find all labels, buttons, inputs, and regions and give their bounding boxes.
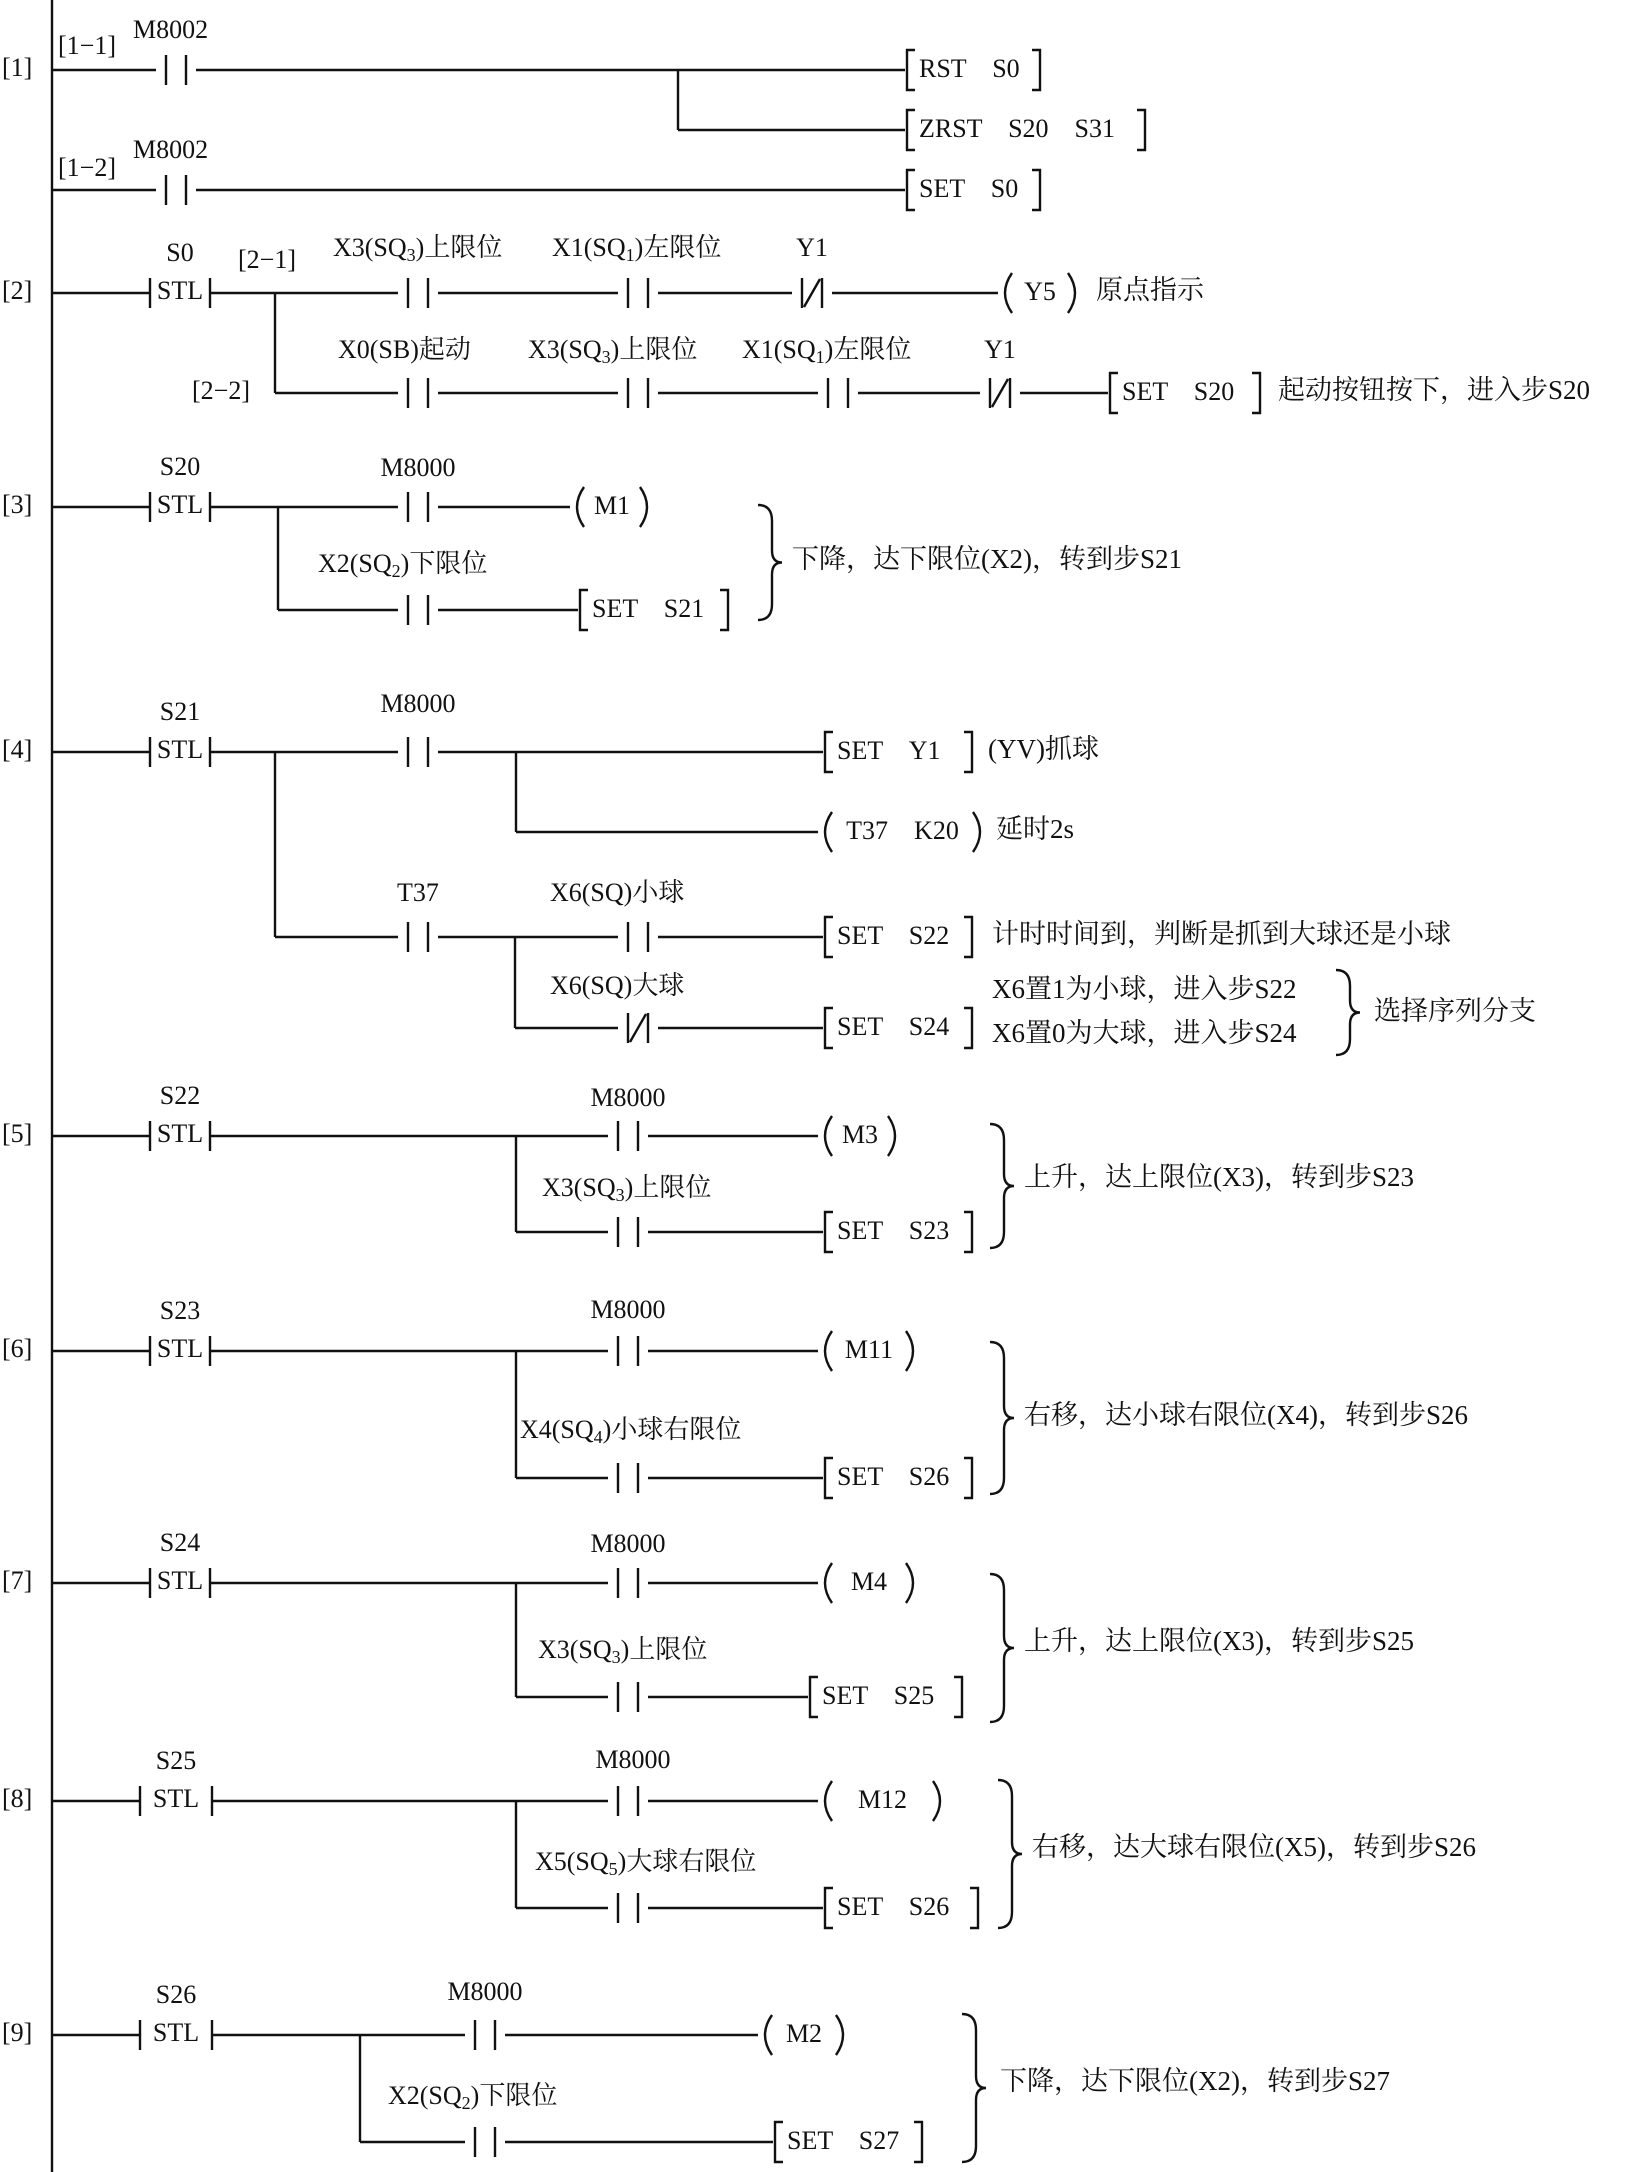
instr-bracket	[1137, 110, 1145, 150]
rung-number: [5]	[2, 1118, 33, 1148]
instr-bracket	[1032, 50, 1040, 90]
instr-bracket	[954, 1677, 962, 1717]
set-s23-instruction: SET S23	[837, 1215, 950, 1245]
coil-paren	[888, 1116, 895, 1156]
step-name: S26	[155, 1979, 197, 2009]
contact-label: $X1(SQ_1)$左限位	[552, 232, 722, 266]
sub-rung-label: [1−2]	[58, 152, 116, 182]
coil-paren	[906, 1563, 913, 1603]
coil-paren	[906, 1331, 913, 1371]
coil-paren	[1005, 273, 1012, 313]
annotation: 起动按钮按下，进入步S20	[1278, 375, 1591, 406]
coil-paren	[836, 2015, 843, 2055]
rung-number: [8]	[2, 1783, 33, 1813]
contact-label: X6(SQ)小球	[550, 877, 685, 907]
brace	[1336, 970, 1360, 1055]
annotation: 计时时间到，判断是抓到大球还是小球	[992, 919, 1451, 950]
coil-paren	[933, 1781, 940, 1821]
rung-number: [9]	[2, 2017, 33, 2047]
zrst-instruction: ZRST S20 S31	[919, 113, 1116, 143]
instr-bracket	[970, 1888, 978, 1928]
sub-rung-label: [1−1]	[58, 30, 116, 60]
set-y1-instruction: SET Y1	[837, 735, 941, 765]
annotation: 右移，达大球右限位(X5)，转到步S26	[1032, 1832, 1476, 1863]
set-s0-instruction: SET S0	[919, 173, 1019, 203]
contact-label: X6(SQ)大球	[550, 970, 685, 1000]
coil-paren	[765, 2015, 772, 2055]
rung-number: [7]	[2, 1565, 33, 1595]
contact-label: Y1	[984, 334, 1016, 364]
m2-coil: M2	[785, 2018, 823, 2048]
contact-label: $X2(SQ_2)$下限位	[318, 548, 488, 582]
annotation: 下降，达下限位(X2)，转到步S21	[792, 544, 1182, 575]
coil-paren	[825, 1563, 832, 1603]
stl-label: STL	[156, 734, 204, 764]
instr-bracket	[1032, 170, 1040, 210]
sub-rung-label: [2−2]	[192, 375, 250, 405]
coil-paren	[973, 812, 980, 852]
y1-nc-contact	[804, 279, 820, 307]
m3-coil: M3	[841, 1119, 879, 1149]
contact-label: $X4(SQ_4)$小球右限位	[520, 1414, 742, 1448]
brace	[998, 1780, 1022, 1928]
contact-label: $X1(SQ_1)$左限位	[742, 334, 912, 368]
stl-label: STL	[156, 1565, 204, 1595]
y1-nc-contact	[992, 379, 1008, 407]
contact-label: M8000	[447, 1976, 523, 2006]
contact-label: $X3(SQ_3)$上限位	[528, 334, 698, 368]
rung-number: [1]	[2, 52, 33, 82]
m1-coil: M1	[593, 490, 631, 520]
instr-bracket	[1252, 373, 1260, 413]
contact-label: M8000	[380, 688, 456, 718]
m12-coil: M12	[857, 1784, 908, 1814]
coil-paren	[825, 1331, 832, 1371]
instr-bracket	[825, 732, 833, 772]
stl-label: STL	[156, 489, 204, 519]
instr-bracket	[580, 590, 588, 630]
instr-bracket	[825, 1888, 833, 1928]
set-s20-instruction: SET S20	[1122, 376, 1235, 406]
set-s21-instruction: SET S21	[592, 593, 705, 623]
contact-label: M8000	[590, 1528, 666, 1558]
annotation: 上升，达上限位(X3)，转到步S23	[1024, 1162, 1414, 1193]
set-s22-instruction: SET S22	[837, 920, 950, 950]
contact-label: M8000	[595, 1744, 671, 1774]
stl-label: STL	[156, 275, 204, 305]
contact-label: M8002	[133, 14, 209, 44]
stl-label: STL	[152, 2017, 200, 2047]
instr-bracket	[810, 1677, 818, 1717]
annotation: 延时2s	[996, 814, 1075, 845]
stl-label: STL	[152, 1783, 200, 1813]
instr-bracket	[964, 1008, 972, 1048]
step-name: S20	[159, 451, 201, 481]
contact-label: $X3(SQ_3)$上限位	[333, 232, 503, 266]
instr-bracket	[907, 110, 915, 150]
annotation: X6置0为大球，进入步S24	[992, 1018, 1297, 1049]
step-name: S21	[159, 696, 201, 726]
rung-number: [6]	[2, 1333, 33, 1363]
contact-label: X0(SB)起动	[338, 334, 471, 364]
rung-number: [3]	[2, 489, 33, 519]
brace	[990, 1574, 1014, 1722]
step-name: S24	[159, 1527, 201, 1557]
annotation: 右移，达小球右限位(X4)，转到步S26	[1024, 1400, 1468, 1431]
set-s25-instruction: SET S25	[822, 1680, 935, 1710]
contact-label: T37	[397, 877, 439, 907]
contact-label: $X3(SQ_3)$上限位	[538, 1634, 708, 1668]
set-s26-instruction: SET S26	[837, 1461, 950, 1491]
sub-rung-label: [2−1]	[238, 244, 296, 274]
instr-bracket	[825, 1212, 833, 1252]
contact-label: M8000	[590, 1294, 666, 1324]
coil-paren	[640, 487, 647, 527]
rung-number: [2]	[2, 275, 33, 305]
instr-bracket	[825, 1008, 833, 1048]
instr-bracket	[720, 590, 728, 630]
contact-label: M8000	[380, 452, 456, 482]
instr-bracket	[907, 50, 915, 90]
contact-label: Y1	[796, 232, 828, 262]
coil-paren	[825, 812, 832, 852]
t37-coil: T37 K20	[846, 815, 959, 845]
rung-number: [4]	[2, 734, 33, 764]
m4-coil: M4	[850, 1566, 888, 1596]
instr-bracket	[964, 917, 972, 957]
contact-label: $X3(SQ_3)$上限位	[542, 1172, 712, 1206]
x6-nc-contact	[630, 1014, 646, 1042]
annotation: X6置1为小球，进入步S22	[992, 974, 1297, 1005]
brace	[758, 505, 782, 620]
contact-label: $X5(SQ_5)$大球右限位	[535, 1846, 757, 1880]
step-name: S0	[166, 237, 194, 267]
coil-paren	[825, 1781, 832, 1821]
step-name: S22	[159, 1080, 201, 1110]
rst-s0-instruction: RST S0	[919, 53, 1020, 83]
contact-label: $X2(SQ_2)$下限位	[388, 2080, 558, 2114]
stl-label: STL	[156, 1118, 204, 1148]
instr-bracket	[907, 170, 915, 210]
set-s26-instruction: SET S26	[837, 1891, 950, 1921]
coil-paren	[825, 1116, 832, 1156]
brace	[962, 2014, 986, 2162]
brace	[990, 1124, 1014, 1248]
instr-bracket	[825, 1458, 833, 1498]
y5-coil: Y5	[1024, 276, 1056, 306]
instr-bracket	[1110, 373, 1118, 413]
annotation: 上升，达上限位(X3)，转到步S25	[1024, 1626, 1414, 1657]
set-s24-instruction: SET S24	[837, 1011, 950, 1041]
set-s27-instruction: SET S27	[787, 2125, 900, 2155]
instr-bracket	[964, 1458, 972, 1498]
contact-label: M8000	[590, 1082, 666, 1112]
annotation: 原点指示	[1096, 275, 1204, 306]
coil-paren	[1068, 273, 1075, 313]
stl-label: STL	[156, 1333, 204, 1363]
annotation: 下降，达下限位(X2)，转到步S27	[1000, 2066, 1390, 2097]
instr-bracket	[964, 732, 972, 772]
instr-bracket	[825, 917, 833, 957]
m11-coil: M11	[844, 1334, 894, 1364]
instr-bracket	[775, 2122, 783, 2162]
brace	[990, 1342, 1014, 1494]
coil-paren	[577, 487, 584, 527]
instr-bracket	[964, 1212, 972, 1252]
annotation: 选择序列分支	[1374, 996, 1536, 1027]
annotation: (YV)抓球	[988, 734, 1099, 765]
contact-label: M8002	[133, 134, 209, 164]
instr-bracket	[914, 2122, 922, 2162]
step-name: S25	[155, 1745, 197, 1775]
step-name: S23	[159, 1295, 201, 1325]
